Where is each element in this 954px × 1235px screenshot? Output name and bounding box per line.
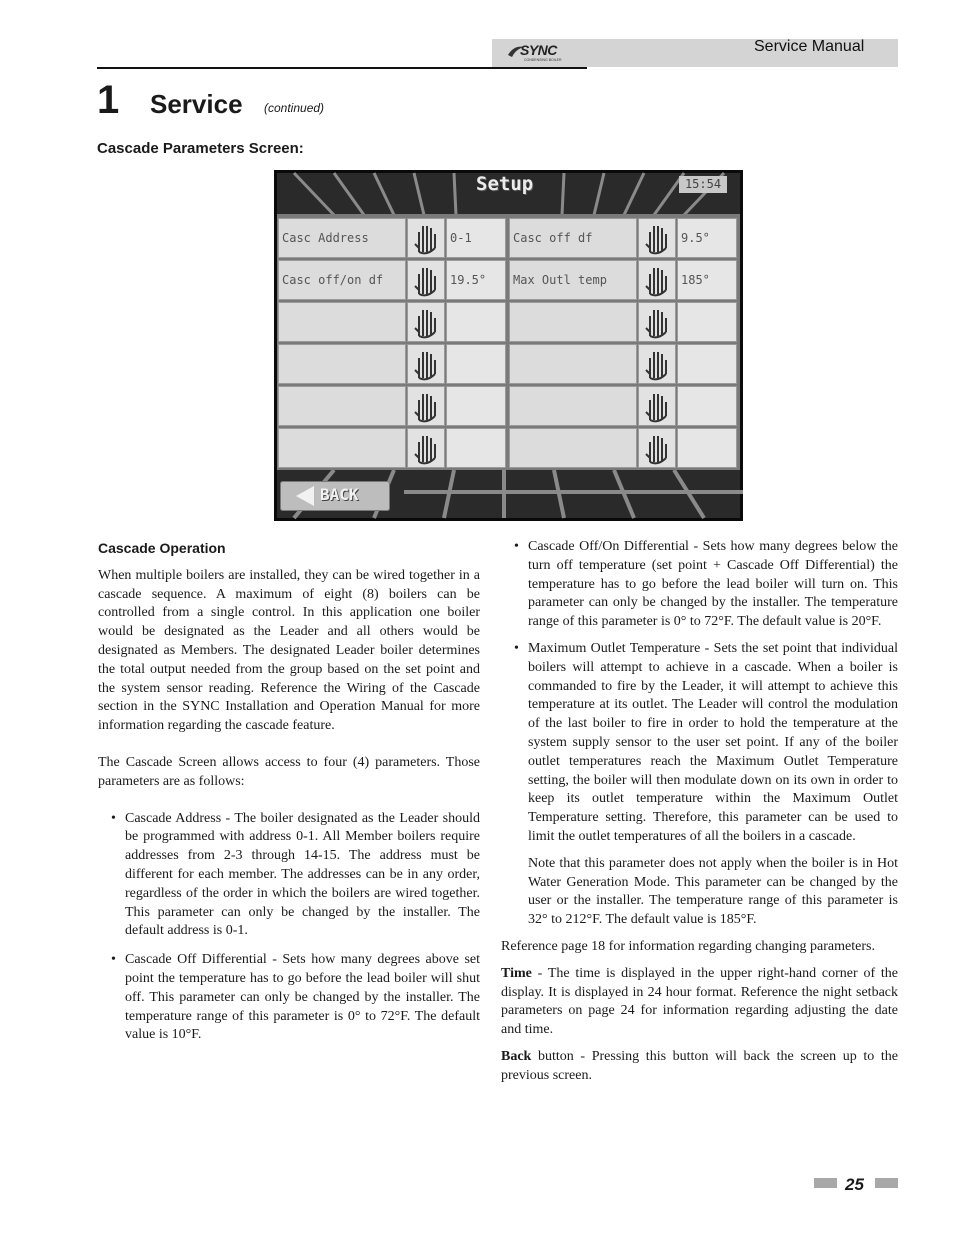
logo-subtext: CONDENSING BOILER	[524, 58, 562, 62]
bullet-text: Cascade Off Differential - Sets how many degrees above set point the temperature has to go before the lead boiler will shut off. This parameter can only be changed by the installer. The temperature range of this parameter is 0° to 72°F. The default value is 10°F.	[125, 952, 480, 1043]
chapter-title: Service	[150, 89, 243, 119]
time-description: - The time is displayed in the upper right-hand corner of the display. It is displayed in 24 hour format. Reference the night setback parameters on page 24 for information regarding adjusting the date and time.	[501, 965, 898, 1038]
hand-icon[interactable]	[407, 428, 445, 468]
chapter-number: 1	[97, 78, 120, 122]
chapter-continued: (continued)	[264, 101, 325, 115]
paragraph: When multiple boilers are installed, they can be wired together in a cascade sequence. A maximum of eight (8) boilers can be controlled from a single control. In this application one boiler would be designated as the Leader and all others would be designated as Members. The designated Leader boiler determines the total output needed from the group based on the set point and the system sensor reading. Reference the Wiring of the Cascade section in the SYNC Installation and Operation Manual for more information regarding the cascade feature.	[98, 567, 480, 734]
bullet-item	[98, 951, 480, 1045]
back-arrow-icon	[296, 486, 314, 506]
logo-text: SYNC	[520, 42, 557, 58]
time-paragraph	[501, 965, 898, 1040]
bullet-dot: •	[514, 640, 519, 656]
empty-value-cell	[677, 302, 737, 342]
empty-value-cell	[677, 428, 737, 468]
hand-icon[interactable]	[638, 386, 676, 426]
manual-label: Service Manual	[754, 38, 865, 55]
header-rule	[97, 67, 587, 69]
empty-param-cell	[509, 344, 637, 384]
bullet-item	[501, 538, 898, 632]
note-paragraph: Note that this parameter does not apply when the boiler is in Hot Water Generation Mode. This parameter can be changed by the user or the installer. The temperature range of this parameter is 32° to 212°F. The default value is 185°F.	[528, 855, 898, 928]
hand-icon[interactable]	[638, 344, 676, 384]
param-value-max-outl-temp[interactable]: 185°	[677, 260, 737, 300]
back-term: Back	[501, 1048, 532, 1064]
param-value-casc-off-df[interactable]: 9.5°	[677, 218, 737, 258]
bullet-item	[98, 810, 480, 942]
empty-param-cell	[278, 344, 406, 384]
empty-param-cell	[509, 428, 637, 468]
time-term: Time	[501, 965, 532, 981]
param-label-casc-off-on-df[interactable]: Casc off/on df	[278, 260, 406, 300]
hand-icon[interactable]	[407, 260, 445, 300]
param-value-casc-off-on-df[interactable]: 19.5°	[446, 260, 506, 300]
setup-screen-image	[274, 170, 743, 521]
hand-icon[interactable]	[638, 302, 676, 342]
hand-icon[interactable]	[407, 302, 445, 342]
param-label-casc-address[interactable]: Casc Address	[278, 218, 406, 258]
sync-logo	[506, 41, 576, 65]
back-button-label: BACK	[320, 485, 359, 504]
screen-title: Setup	[476, 173, 534, 195]
bullet-text: Cascade Address - The boiler designated as the Leader should be programmed with address 0-1. All Member boilers require addresses from 2-3 through 14-15. The address must be different for each member. The addresses can be in any order, regardless of the order in which the boilers are wired together. This parameter can only be changed by the installer. The default address is 0-1.	[125, 810, 480, 939]
param-value-casc-address[interactable]: 0-1	[446, 218, 506, 258]
back-paragraph	[501, 1048, 898, 1086]
empty-value-cell	[677, 386, 737, 426]
bullet-dot: •	[514, 539, 519, 554]
empty-value-cell	[446, 428, 506, 468]
bullet-text: Cascade Off/On Differential - Sets how many degrees below the turn off temperature (set point + Cascade Off Differential) the temperature has to go before the lead boiler will turn on. This parameter can only be changed by the installer. The temperature range of this parameter is 0° to 72°F. The default value is 20°F.	[528, 539, 898, 630]
hand-icon[interactable]	[638, 260, 676, 300]
empty-param-cell	[278, 386, 406, 426]
bullet-dot: •	[111, 810, 116, 826]
footer-bar	[875, 1178, 898, 1188]
screen-time: 15:54	[679, 176, 727, 193]
paragraph: Reference page 18 for information regarding changing parameters.	[501, 938, 875, 954]
empty-value-cell	[446, 344, 506, 384]
empty-value-cell	[677, 344, 737, 384]
bullet-text: Maximum Outlet Temperature - Sets the set point that individual boilers will attempt to achieve in a cascade. When a boiler is commanded to fire by the Leader, it will attempt to achieve this temperature at its outlet. The Leader will control the modulation of the last boiler to fire in order to hold the temperature at the system supply sensor to the user set point. If any of the boiler outlet temperatures reach the Maximum Outlet Temperature setting, the boiler will then modulate down on its own in order to keep its outlet temperature within the Maximum Outlet Temperature setting. Therefore, this parameter can be used to limit the outlet temperatures of all the boilers in a cascade.	[528, 640, 898, 844]
hand-icon[interactable]	[638, 428, 676, 468]
param-label-casc-off-df[interactable]: Casc off df	[509, 218, 637, 258]
hand-icon[interactable]	[407, 218, 445, 258]
empty-value-cell	[446, 302, 506, 342]
section-title: Cascade Parameters Screen:	[97, 140, 304, 157]
bullet-item	[501, 640, 898, 847]
empty-param-cell	[278, 302, 406, 342]
footer-bar	[814, 1178, 837, 1188]
hand-icon[interactable]	[407, 386, 445, 426]
empty-param-cell	[278, 428, 406, 468]
param-label-max-outl-temp[interactable]: Max Outl temp	[509, 260, 637, 300]
hand-icon[interactable]	[638, 218, 676, 258]
cascade-operation-heading: Cascade Operation	[98, 540, 226, 556]
page-number: 25	[845, 1175, 864, 1194]
left-column	[98, 539, 480, 1055]
right-column	[501, 538, 898, 1094]
hand-icon[interactable]	[407, 344, 445, 384]
back-description: button - Pressing this button will back the screen up to the previous screen.	[501, 1048, 898, 1083]
empty-value-cell	[446, 386, 506, 426]
empty-param-cell	[509, 302, 637, 342]
empty-param-cell	[509, 386, 637, 426]
bullet-dot: •	[111, 952, 116, 968]
paragraph: The Cascade Screen allows access to four (4) parameters. Those parameters are as follows:	[98, 754, 480, 789]
back-button[interactable]	[280, 481, 390, 511]
